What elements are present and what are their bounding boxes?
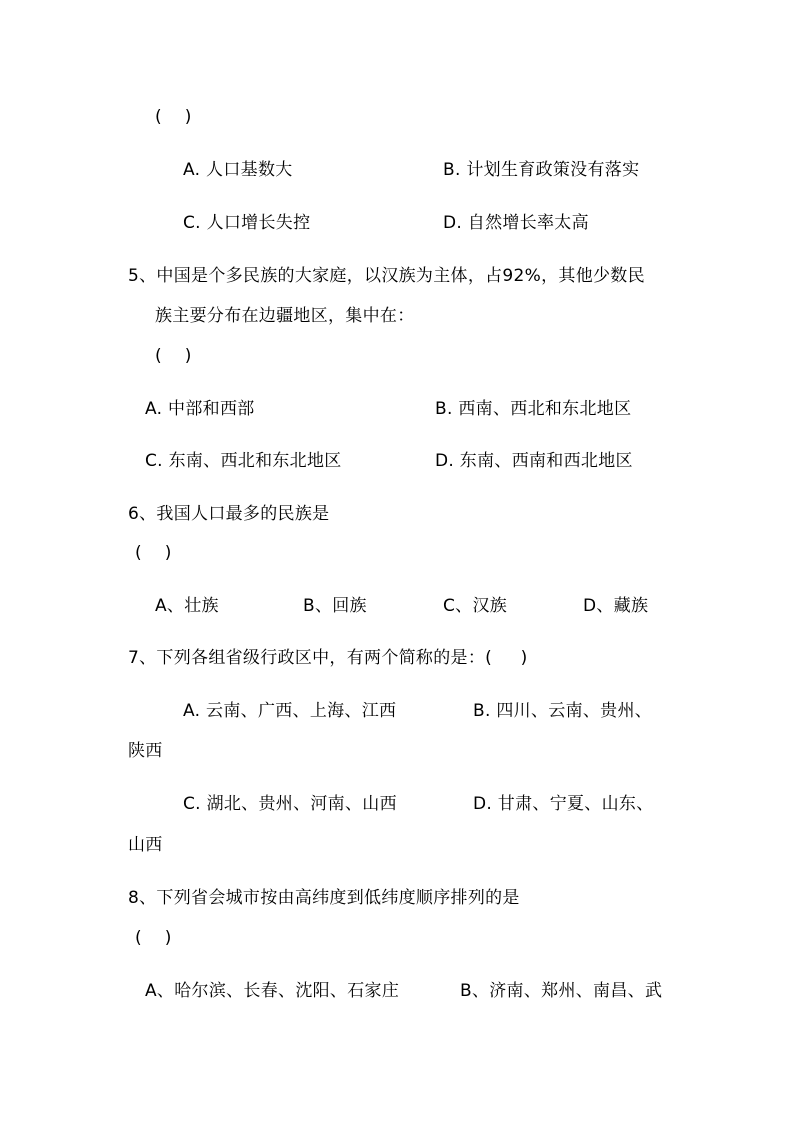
q4-option-c: C. 人口增长失控 bbox=[183, 213, 311, 233]
q4-option-b: B. 计划生育政策没有落实 bbox=[443, 160, 640, 180]
q8-option-a: A、哈尔滨、长春、沈阳、石家庄 bbox=[145, 981, 400, 1001]
q7-option-d-continued: 山西 bbox=[128, 835, 163, 855]
q4-option-a: A. 人口基数大 bbox=[183, 160, 293, 180]
q5-option-d: D. 东南、西南和西北地区 bbox=[435, 451, 633, 471]
q7-option-b-continued: 陕西 bbox=[128, 741, 163, 761]
q6-option-d: D、藏族 bbox=[583, 596, 649, 616]
q5-stem-line1: 5、中国是个多民族的大家庭，以汉族为主体，占92%，其他少数民 bbox=[128, 266, 645, 286]
q5-answer-paren: ( ) bbox=[155, 346, 192, 366]
q6-option-b: B、回族 bbox=[303, 596, 367, 616]
q6-answer-paren: ( ) bbox=[135, 543, 172, 563]
q6-stem: 6、我国人口最多的民族是 bbox=[128, 504, 330, 524]
q8-stem: 8、下列省会城市按由高纬度到低纬度顺序排列的是 bbox=[128, 888, 520, 908]
q7-option-a: A. 云南、广西、上海、江西 bbox=[183, 701, 397, 721]
q5-stem-line2: 族主要分布在边疆地区，集中在： bbox=[155, 306, 415, 326]
q8-answer-paren: ( ) bbox=[135, 928, 172, 948]
q7-option-b: B. 四川、云南、贵州、 bbox=[473, 701, 653, 721]
q6-option-c: C、汉族 bbox=[443, 596, 508, 616]
q4-answer-paren: ( ) bbox=[155, 107, 192, 127]
q7-stem: 7、下列各组省级行政区中，有两个简称的是：( ) bbox=[128, 648, 528, 668]
q6-option-a: A、壮族 bbox=[155, 596, 219, 616]
q7-option-d: D. 甘肃、宁夏、山东、 bbox=[473, 794, 654, 814]
q5-option-b: B. 西南、西北和东北地区 bbox=[435, 399, 632, 419]
q5-option-c: C. 东南、西北和东北地区 bbox=[145, 451, 342, 471]
q8-option-b: B、济南、郑州、南昌、武 bbox=[460, 981, 663, 1001]
q5-option-a: A. 中部和西部 bbox=[145, 399, 255, 419]
q4-option-d: D. 自然增长率太高 bbox=[443, 213, 589, 233]
q7-option-c: C. 湖北、贵州、河南、山西 bbox=[183, 794, 397, 814]
